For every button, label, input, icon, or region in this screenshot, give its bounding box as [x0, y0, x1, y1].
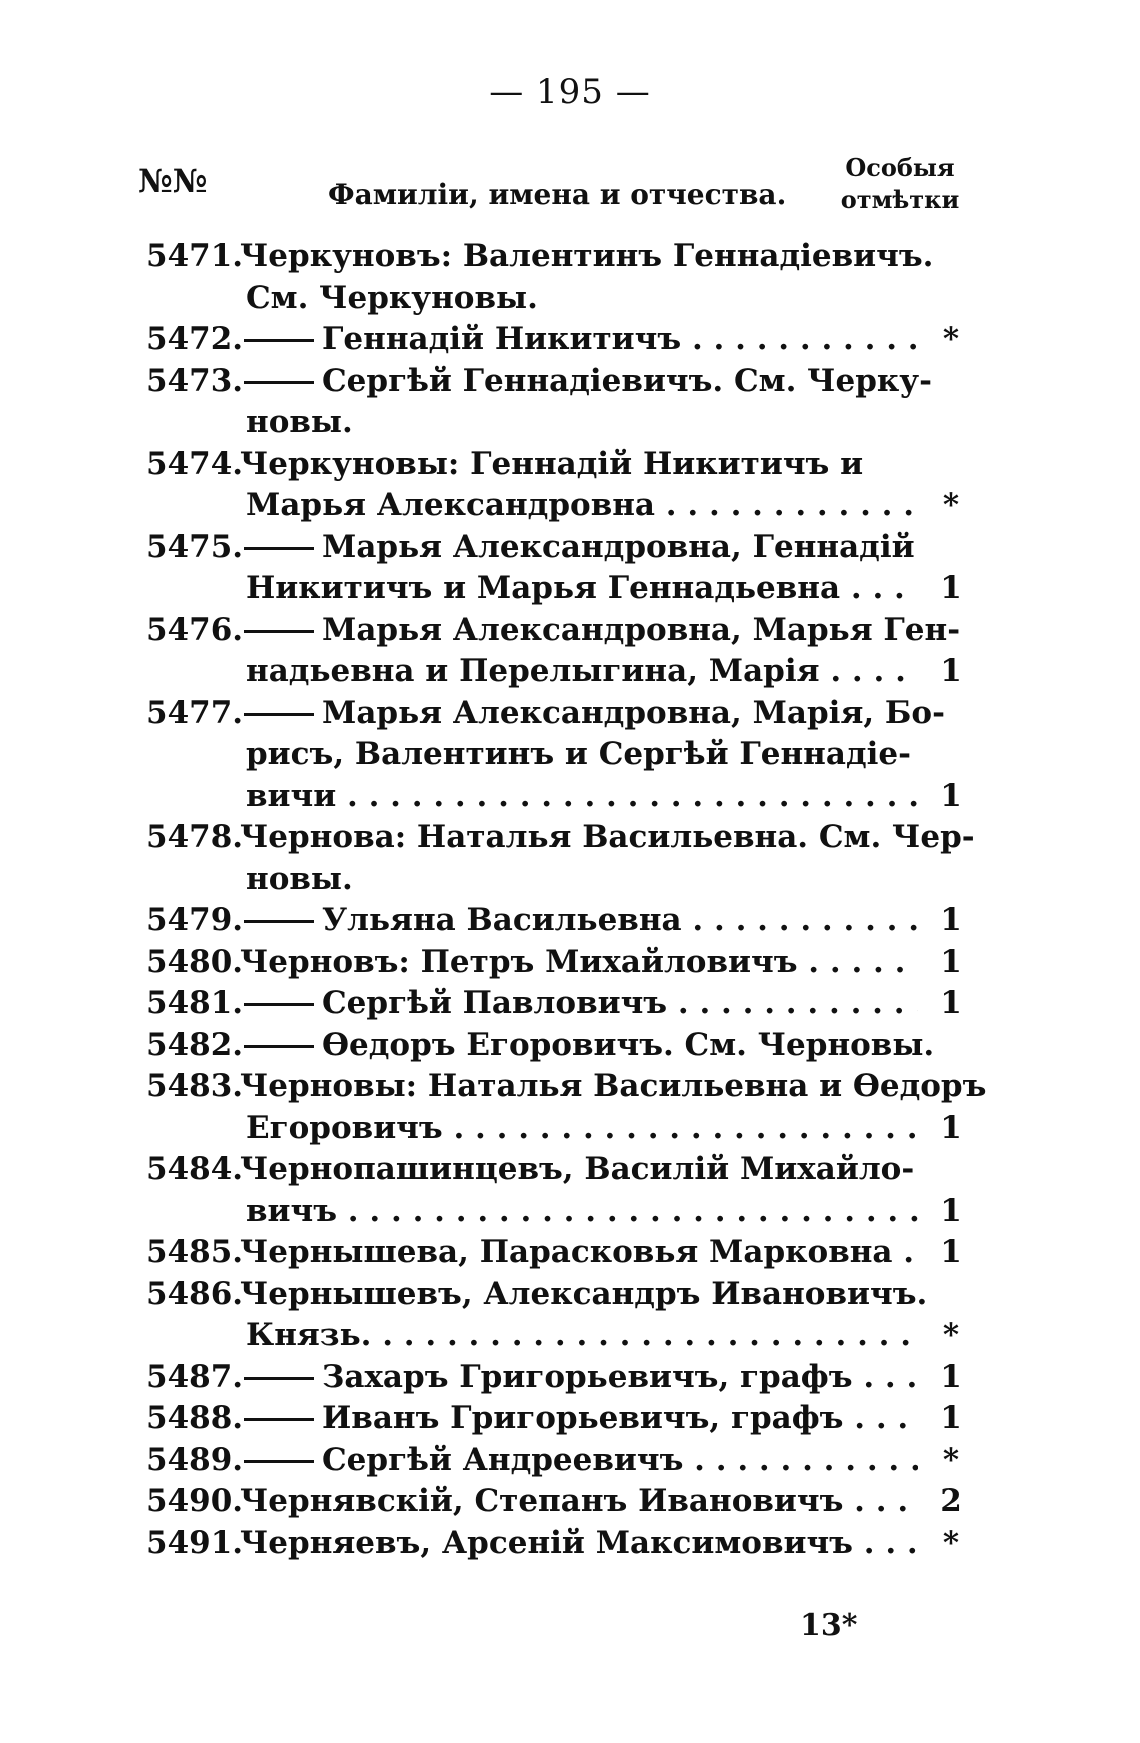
ditto-dash	[244, 630, 314, 633]
entry-number: 5482.	[146, 1026, 244, 1063]
column-header-notes-line1: Особыя	[845, 153, 955, 182]
entry-mark: 1	[940, 1192, 962, 1229]
list-item	[0, 610, 1140, 693]
entry-text-content: Черкуновъ: Валентинъ Геннадіевичъ.	[240, 238, 934, 274]
entry-text-content: вичъ	[246, 1192, 338, 1229]
entry-line	[0, 485, 1140, 527]
entry-text-content: Чернышева, Парасковья Марковна	[240, 1234, 893, 1270]
entry-text-content: вичи	[246, 777, 337, 814]
leader-dots	[337, 1193, 918, 1229]
entry-mark: 1	[940, 1109, 962, 1146]
entry-text-content: Черкуновы: Геннадій Никитичъ и	[240, 445, 864, 482]
entry-text	[246, 1108, 918, 1150]
entry-line	[0, 859, 1140, 901]
list-item	[0, 444, 1140, 527]
list-item	[0, 1357, 1140, 1399]
entry-text-content: Геннадій Никитичъ	[322, 321, 682, 357]
entry-line	[0, 361, 1140, 403]
entry-number: 5489.	[146, 1441, 244, 1478]
entry-number: 5480.	[146, 943, 244, 980]
leader-dots	[840, 570, 918, 606]
entry-line	[0, 402, 1140, 444]
list-item	[0, 1398, 1140, 1440]
entry-line	[0, 1274, 1140, 1316]
entry-mark: 1	[940, 902, 962, 938]
entry-text	[240, 1025, 935, 1067]
list-item	[0, 236, 1140, 319]
entry-number: 5484.	[146, 1151, 244, 1187]
entry-text	[240, 1398, 918, 1440]
ditto-dash	[244, 1418, 314, 1421]
entry-text-content: Чернопашинцевъ, Василій Михайло-	[240, 1151, 915, 1187]
entry-line	[0, 610, 1140, 652]
entry-text-content: Марья Александровна, Геннадій	[322, 528, 915, 565]
entry-line	[0, 568, 1140, 610]
leader-dots	[682, 902, 918, 938]
entry-number: 5473.	[146, 362, 244, 399]
leader-dots	[443, 1110, 918, 1146]
entry-line	[0, 1523, 1140, 1565]
entry-line	[0, 1191, 1140, 1233]
leader-dots	[798, 944, 919, 980]
leader-dots	[853, 1359, 918, 1395]
leader-dots	[336, 778, 918, 814]
ditto-dash	[244, 1045, 314, 1048]
page-number: — 195 —	[489, 72, 651, 112]
entry-text-content: Чернышевъ, Александръ Ивановичъ.	[240, 1275, 928, 1312]
entry-number: 5474.	[146, 445, 244, 482]
entry-number: 5477.	[146, 694, 244, 731]
list-item	[0, 817, 1140, 900]
list-item	[0, 1274, 1140, 1357]
entry-text	[240, 817, 975, 859]
column-header-notes-line2: отмѣтки	[840, 185, 960, 214]
entry-line	[0, 1315, 1140, 1357]
list-item	[0, 900, 1140, 942]
entry-line	[0, 319, 1140, 361]
entry-line	[0, 817, 1140, 859]
entry-number: 5481.	[146, 985, 244, 1021]
entry-text	[240, 236, 934, 278]
list-item	[0, 1025, 1140, 1067]
entry-text	[246, 776, 918, 818]
entry-text	[246, 485, 918, 527]
entry-text-content: Князь.	[246, 1317, 372, 1353]
entry-text	[240, 1149, 918, 1191]
entry-line	[0, 734, 1140, 776]
entry-text-content: См. Черкуновы.	[246, 279, 538, 316]
entry-text-content: Иванъ Григорьевичъ, графъ	[322, 1400, 844, 1436]
entry-text-content: Марья Александровна	[246, 487, 656, 523]
entry-mark: *	[942, 1524, 960, 1561]
list-item	[0, 1523, 1140, 1565]
entry-line	[0, 983, 1140, 1025]
entry-mark: 1	[940, 653, 962, 689]
entry-number: 5491.	[146, 1524, 244, 1561]
entry-text-content: Сергѣй Павловичъ	[322, 985, 668, 1021]
entry-number: 5483.	[146, 1068, 244, 1104]
ditto-dash	[244, 1460, 314, 1463]
entry-number: 5471.	[146, 238, 244, 274]
entry-text	[240, 527, 918, 569]
leader-dots	[893, 1234, 918, 1270]
entry-number: 5487.	[146, 1358, 244, 1395]
entry-text-content: Черновъ: Петръ Михайловичъ	[240, 943, 798, 980]
entry-line	[0, 900, 1140, 942]
list-item	[0, 1232, 1140, 1274]
entry-text-content: Черновы: Наталья Васильевна и Ѳедоръ	[240, 1068, 987, 1104]
leader-dots	[843, 1483, 918, 1519]
entry-text-content: Никитичъ и Марья Геннадьевна	[246, 570, 841, 606]
ditto-dash	[244, 547, 314, 550]
entry-line	[0, 1481, 1140, 1523]
entry-text-content: рисъ, Валентинъ и Сергѣй Геннадіе-	[246, 736, 911, 772]
entry-text	[240, 1274, 928, 1316]
entry-mark: *	[942, 1317, 960, 1353]
entry-text	[240, 361, 932, 403]
leader-dots	[843, 1400, 918, 1436]
entry-line	[0, 776, 1140, 818]
list-item	[0, 1481, 1140, 1523]
ditto-dash	[244, 339, 314, 342]
entry-text-content: новы.	[246, 860, 353, 897]
entry-text	[240, 610, 961, 652]
entry-number: 5479.	[146, 902, 244, 938]
entry-line	[0, 444, 1140, 486]
entry-text	[240, 1481, 918, 1523]
signature-mark: 13*	[800, 1608, 858, 1643]
entry-mark: 1	[940, 777, 962, 814]
list-item	[0, 1149, 1140, 1232]
entry-line	[0, 651, 1140, 693]
entry-text-content: Захаръ Григорьевичъ, графъ	[322, 1358, 853, 1395]
entry-mark: 1	[940, 985, 962, 1021]
entry-mark: *	[942, 321, 960, 357]
entry-text	[246, 1191, 918, 1233]
entry-number: 5472.	[146, 321, 244, 357]
entry-line	[0, 1066, 1140, 1108]
entry-text-content: Марья Александровна, Марія, Бо-	[322, 694, 945, 731]
entry-text	[246, 859, 918, 901]
entry-text	[246, 734, 918, 776]
entry-text	[240, 1357, 918, 1399]
list-item	[0, 693, 1140, 818]
list-item	[0, 1066, 1140, 1149]
entry-line	[0, 1440, 1140, 1482]
entry-line	[0, 527, 1140, 569]
entry-text	[240, 983, 918, 1025]
entry-text-content: Чернявскій, Степанъ Ивановичъ	[240, 1483, 844, 1519]
entry-mark: 1	[940, 570, 962, 606]
entry-mark: 2	[940, 1483, 962, 1519]
entry-mark: 1	[940, 1358, 962, 1395]
entry-number: 5476.	[146, 611, 244, 648]
entry-number: 5485.	[146, 1234, 244, 1270]
list-item	[0, 319, 1140, 361]
entry-text	[240, 900, 918, 942]
entry-text-content: Марья Александровна, Марья Ген-	[322, 611, 961, 648]
entry-line	[0, 278, 1140, 320]
entry-line	[0, 1232, 1140, 1274]
entry-text-content: Сергѣй Геннадіевичъ. См. Черку-	[322, 362, 932, 399]
entry-line	[0, 236, 1140, 278]
entry-mark: *	[942, 487, 960, 523]
column-header-names: Фамиліи, имена и отчества.	[328, 178, 787, 211]
entry-text	[246, 1315, 918, 1357]
entry-text-content: надьевна и Перелыгина, Марія	[246, 653, 820, 689]
entry-text	[246, 402, 918, 444]
entry-number: 5475.	[146, 528, 244, 565]
entry-text	[246, 568, 918, 610]
leader-dots	[667, 985, 918, 1021]
entry-line	[0, 1025, 1140, 1067]
entry-number: 5486.	[146, 1275, 244, 1312]
entry-text	[240, 693, 945, 735]
leader-dots	[681, 321, 918, 357]
entry-text	[240, 942, 918, 984]
entry-line	[0, 1108, 1140, 1150]
entry-mark: 1	[940, 1400, 962, 1436]
entry-list	[0, 236, 1140, 1564]
entry-text-content: Черняевъ, Арсеній Максимовичъ	[240, 1524, 853, 1561]
column-header-number: №№	[138, 162, 208, 200]
entry-text	[240, 1523, 918, 1565]
entry-text-content: Ульяна Васильевна	[322, 902, 682, 938]
entry-text	[240, 444, 918, 486]
ditto-dash	[244, 920, 314, 923]
entry-text	[246, 278, 918, 320]
entry-text	[240, 319, 918, 361]
list-item	[0, 527, 1140, 610]
entry-text-content: новы.	[246, 404, 353, 440]
list-item	[0, 1440, 1140, 1482]
ditto-dash	[244, 1003, 314, 1006]
entry-mark: 1	[940, 1234, 962, 1270]
entry-text-content: Ѳедоръ Егоровичъ. См. Черновы.	[322, 1026, 935, 1063]
entry-number: 5478.	[146, 819, 244, 855]
leader-dots	[853, 1525, 918, 1561]
leader-dots	[655, 487, 918, 523]
ditto-dash	[244, 713, 314, 716]
entry-text	[240, 1440, 918, 1482]
column-header-notes	[840, 152, 960, 216]
list-item	[0, 942, 1140, 984]
leader-dots	[820, 653, 918, 689]
entry-number: 5490.	[146, 1483, 244, 1519]
entry-line	[0, 1149, 1140, 1191]
leader-dots	[371, 1317, 918, 1353]
list-item	[0, 361, 1140, 444]
entry-line	[0, 1398, 1140, 1440]
entry-mark: *	[942, 1441, 960, 1478]
list-item	[0, 983, 1140, 1025]
entry-text-content: Чернова: Наталья Васильевна. См. Чер-	[240, 819, 975, 855]
entry-text	[240, 1066, 987, 1108]
ditto-dash	[244, 381, 314, 384]
ditto-dash	[244, 1377, 314, 1380]
entry-mark: 1	[940, 943, 962, 980]
entry-line	[0, 942, 1140, 984]
entry-text-content: Егоровичъ	[246, 1109, 443, 1146]
leader-dots	[683, 1442, 918, 1478]
entry-line	[0, 1357, 1140, 1399]
entry-line	[0, 693, 1140, 735]
entry-text-content: Сергѣй Андреевичъ	[322, 1441, 684, 1478]
entry-text	[246, 651, 918, 693]
entry-number: 5488.	[146, 1400, 244, 1436]
entry-text	[240, 1232, 918, 1274]
